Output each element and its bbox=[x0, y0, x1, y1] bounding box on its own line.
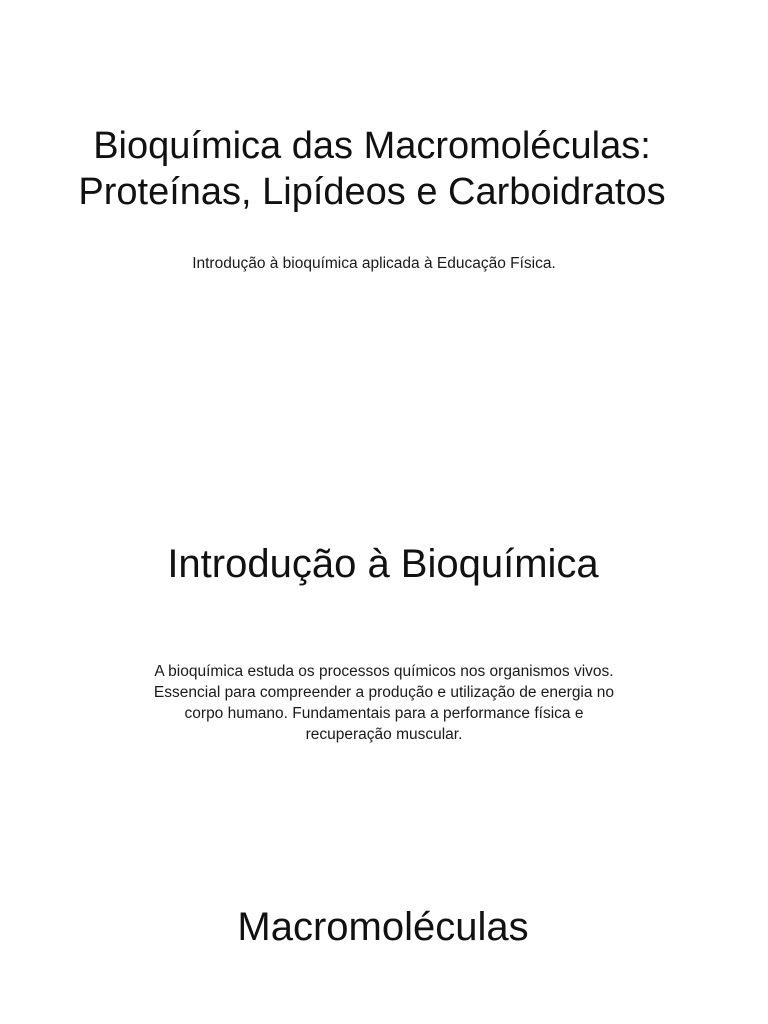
intro-body-line: Essencial para compreender a produção e utilização de energia no bbox=[153, 684, 615, 701]
slide-subtitle: Introdução à bioquímica aplicada à Educação Física. bbox=[192, 255, 556, 272]
slide-title-line-1: Bioquímica das Macromoléculas: bbox=[93, 125, 651, 167]
intro-body-line: corpo humano. Fundamentais para a performance física e bbox=[184, 705, 584, 722]
intro-body-paragraph bbox=[0, 661, 768, 745]
intro-heading: Introdução à Bioquímica bbox=[167, 542, 599, 586]
slide-title-line-2: Proteínas, Lipídeos e Carboidratos bbox=[78, 171, 666, 213]
macromolecules-heading: Macromoléculas bbox=[237, 905, 529, 949]
intro-body-line: A bioquímica estuda os processos químicos nos organismos vivos. bbox=[154, 663, 614, 680]
intro-body-line: recuperação muscular. bbox=[305, 726, 463, 743]
